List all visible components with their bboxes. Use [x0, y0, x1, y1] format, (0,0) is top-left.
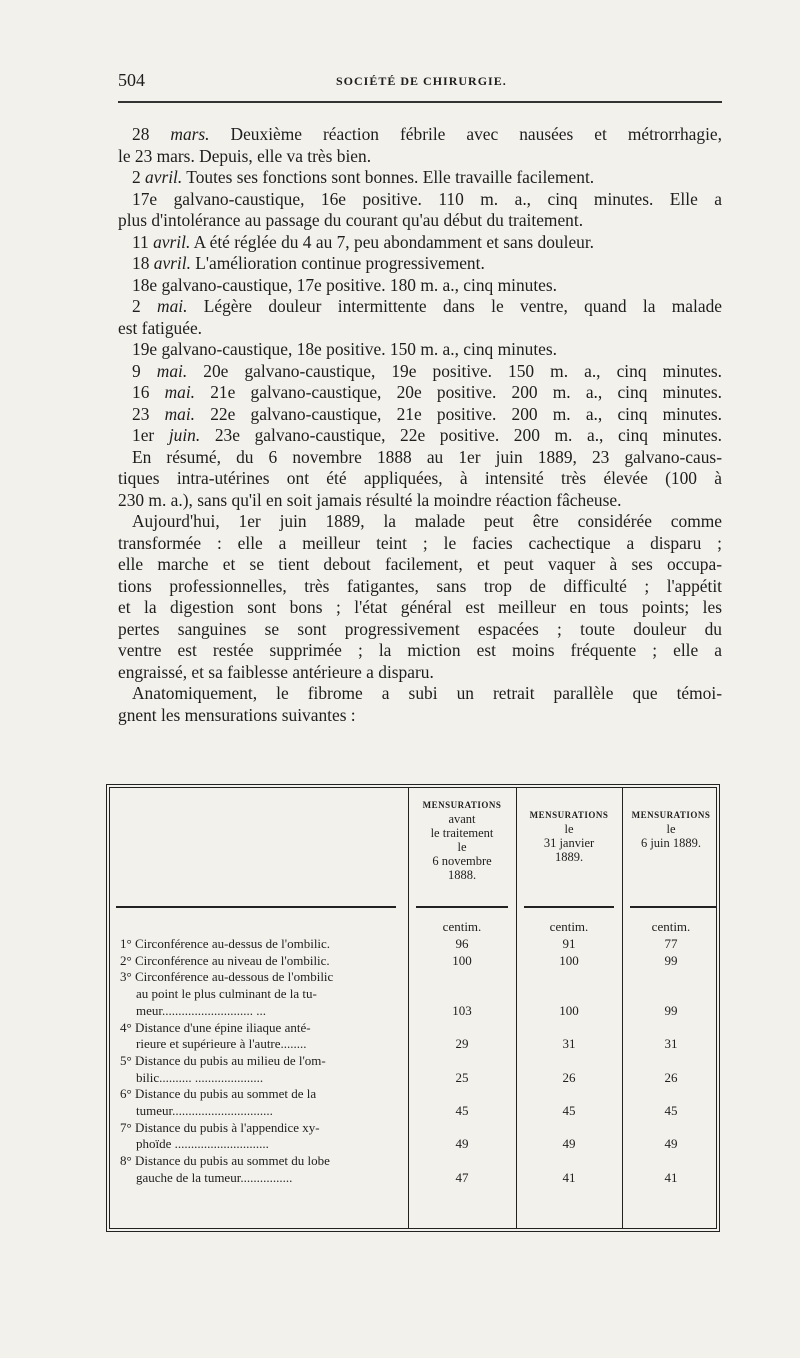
text-span: 18: [132, 253, 154, 273]
date-italic: avril.: [153, 253, 191, 273]
row-label: [110, 1020, 400, 1053]
label-line: 2° Circonférence au niveau de l'ombilic.: [120, 952, 330, 968]
value-cell: 31: [562, 1036, 576, 1052]
value-cell: 29: [455, 1036, 469, 1052]
table-row: [110, 1053, 716, 1086]
text-span: plus d'intolérance au passage du courant qu'au début du traitement.: [118, 210, 584, 230]
value-cell: 26: [562, 1069, 576, 1085]
text-span: 1er: [132, 425, 169, 445]
text-line: [118, 490, 722, 512]
date-italic: avril.: [153, 231, 191, 252]
label-line: 6° Distance du pubis au sommet de la: [120, 1086, 317, 1102]
table-row: [110, 1086, 716, 1119]
value-cell: 100: [559, 952, 579, 968]
text-line: [118, 167, 722, 189]
text-line: [118, 576, 722, 598]
value-cell: 26: [664, 1069, 678, 1085]
header-rule: [524, 906, 614, 908]
unit-cell: centim.: [651, 919, 691, 935]
date-italic: avril.: [145, 167, 183, 187]
text-line: [118, 404, 722, 426]
text-span: 9: [132, 360, 157, 381]
label-line: 5° Distance du pubis au milieu de l'om-: [120, 1052, 326, 1068]
text-span: 23: [132, 403, 165, 424]
text-span: transformée : elle a meilleur teint ; le facies cachectique a disparu ;: [118, 532, 722, 553]
text-line: [118, 468, 722, 490]
text-line: [118, 361, 722, 383]
text-span: tions professionnelles, très fatigantes, sans trop de difficulté ; l'appétit: [118, 575, 722, 596]
header-rule: [116, 906, 396, 908]
text-line: [118, 683, 722, 705]
running-head: SOCIÉTÉ DE CHIRURGIE.: [336, 74, 507, 88]
text-line: [118, 597, 722, 619]
text-line: [118, 382, 722, 404]
text-span: Aujourd'hui, 1er juin 1889, la malade peut être considérée comme: [132, 511, 722, 531]
date-italic: mai.: [164, 382, 196, 402]
date-italic: mai.: [157, 296, 188, 316]
unit-row: [110, 918, 716, 936]
column-header-jan-1889: [516, 808, 622, 864]
value-cell: 31: [664, 1036, 678, 1052]
column-header-line: le: [666, 822, 676, 836]
value-cell: 99: [664, 952, 678, 968]
text-span: 22e galvano-caustique, 21e positive. 200 m. a., cinq minutes.: [195, 403, 722, 424]
row-label: [110, 953, 400, 970]
value-cell: 45: [455, 1103, 469, 1119]
text-span: gnent les mensurations suivantes :: [118, 704, 356, 725]
text-span: 23e galvano-caustique, 22e positive. 200 m. a., cinq minutes.: [200, 425, 722, 445]
text-span: engraissé, et sa faiblesse antérieure a disparu.: [118, 661, 434, 682]
text-line: [118, 296, 722, 318]
table-row: [110, 1153, 716, 1186]
value-cell: 25: [455, 1069, 469, 1085]
label-line: 7° Distance du pubis à l'appendice xy-: [120, 1119, 320, 1135]
text-span: 230 m. a.), sans qu'il en soit jamais résulté la moindre réaction fâcheuse.: [118, 489, 622, 510]
text-span: elle marche et se tient debout facilement, et peut vaquer à ses occupa-: [118, 554, 722, 574]
column-header-line: 6 juin 1889.: [640, 836, 702, 850]
text-span: 2: [132, 296, 158, 316]
text-span: A été réglée du 4 au 7, peu abondamment et sans douleur.: [190, 231, 595, 252]
table-body: [110, 918, 716, 1187]
text-span: 28: [132, 124, 171, 144]
date-italic: mai.: [156, 360, 188, 381]
column-header-nov-1888: [408, 798, 516, 882]
text-span: et la digestion sont bons ; l'état général est meilleur en tous points; les: [118, 597, 722, 617]
header-rule: [118, 101, 722, 103]
row-label: [110, 969, 400, 1019]
text-span: est fatiguée.: [118, 317, 203, 338]
text-line: [118, 640, 722, 662]
text-line: [118, 554, 722, 576]
row-label: [110, 1120, 400, 1153]
date-italic: juin.: [168, 425, 201, 445]
value-cell: 103: [452, 1002, 472, 1018]
text-line: [118, 124, 722, 146]
value-cell: 47: [455, 1169, 469, 1185]
text-span: En résumé, du 6 novembre 1888 au 1er juin 1889, 23 galvano-caus-: [132, 446, 722, 467]
text-span: 2: [132, 167, 146, 187]
text-span: ventre est restée supprimée ; la miction est moins fréquente ; elle a: [118, 640, 722, 660]
column-header-line: le traitement: [430, 826, 494, 840]
row-label: [110, 936, 400, 953]
value-cell: 45: [664, 1103, 678, 1119]
text-line: [118, 339, 722, 361]
text-line: [118, 318, 722, 340]
text-span: Anatomiquement, le fibrome a subi un retrait parallèle que témoi-: [132, 683, 722, 703]
page-header: [118, 70, 722, 96]
text-span: Légère douleur intermittente dans le ventre, quand la malade: [187, 296, 722, 316]
label-line: 8° Distance du pubis au sommet du lobe: [120, 1153, 330, 1169]
text-span: 11: [132, 231, 154, 252]
date-italic: mars.: [170, 124, 210, 144]
table-row: [110, 1020, 716, 1053]
unit-cell: centim.: [549, 919, 589, 935]
date-italic: mai.: [164, 403, 196, 424]
row-label: [110, 1153, 400, 1186]
text-line: [118, 533, 722, 555]
label-line: au point le plus culminant de la tu-: [136, 986, 317, 1002]
table-row: [110, 936, 716, 953]
text-span: le 23 mars. Depuis, elle va très bien.: [118, 145, 372, 166]
label-line: 1° Circonférence au-dessus de l'ombilic.: [120, 936, 331, 951]
row-label: [110, 1053, 400, 1086]
value-cell: 49: [664, 1136, 678, 1152]
label-line: phoïde .............................: [136, 1136, 269, 1152]
text-line: [118, 447, 722, 469]
header-rule: [630, 906, 716, 908]
text-span: Toutes ses fonctions sont bonnes. Elle travaille facilement.: [182, 167, 595, 187]
text-line: [118, 210, 722, 232]
column-header-line: 1889.: [554, 850, 584, 864]
label-line: 3° Circonférence au-dessous de l'ombilic: [120, 969, 334, 985]
column-header-line: 1888.: [447, 868, 477, 882]
text-span: tiques intra-utérines ont été appliquées, à intensité très élevée (100 à: [118, 468, 722, 488]
label-line: meur............................ ...: [136, 1002, 266, 1018]
row-label: [110, 1086, 400, 1119]
column-header-line: 31 janvier: [543, 836, 595, 850]
label-line: tumeur...............................: [136, 1103, 273, 1119]
column-caption: MENSURATIONS: [631, 810, 711, 820]
text-line: [118, 619, 722, 641]
table-row: [110, 953, 716, 970]
header-rule: [416, 906, 508, 908]
text-line: [118, 705, 722, 727]
text-span: 20e galvano-caustique, 19e positive. 150 m. a., cinq minutes.: [187, 360, 723, 381]
column-header-line: avant: [448, 812, 476, 826]
value-cell: 49: [562, 1136, 576, 1152]
measurements-table: [106, 784, 720, 1232]
label-line: rieure et supérieure à l'autre........: [136, 1036, 307, 1052]
value-cell: 96: [455, 936, 469, 951]
value-cell: 91: [562, 936, 576, 951]
column-header-line: 6 novembre: [432, 854, 492, 868]
text-line: [118, 189, 722, 211]
text-line: [118, 253, 722, 275]
text-line: [118, 662, 722, 684]
value-cell: 100: [452, 952, 472, 968]
unit-cell: centim.: [442, 919, 482, 935]
column-header-line: le: [457, 840, 467, 854]
column-caption: MENSURATIONS: [529, 810, 609, 820]
page-number: 504: [118, 70, 145, 90]
text-span: Deuxième réaction fébrile avec nausées et métrorrhagie,: [209, 124, 722, 144]
value-cell: 45: [562, 1103, 576, 1119]
body-text: [118, 124, 722, 726]
text-span: 16: [132, 382, 165, 402]
text-line: [118, 146, 722, 168]
text-span: pertes sanguines se sont progressivement espacées ; toute douleur du: [118, 618, 722, 639]
text-span: 21e galvano-caustique, 20e positive. 200 m. a., cinq minutes.: [195, 382, 722, 402]
text-line: [118, 511, 722, 533]
value-cell: 41: [562, 1169, 576, 1185]
text-span: 17e galvano-caustique, 16e positive. 110 m. a., cinq minutes. Elle a: [132, 188, 722, 209]
label-line: bilic.......... .....................: [136, 1069, 264, 1085]
label-line: gauche de la tumeur................: [136, 1169, 293, 1185]
text-span: 19e galvano-caustique, 18e positive. 150 m. a., cinq minutes.: [132, 339, 558, 359]
text-line: [118, 275, 722, 297]
value-cell: 77: [664, 936, 678, 951]
text-span: L'amélioration continue progressivement.: [190, 253, 485, 273]
value-cell: 49: [455, 1136, 469, 1152]
label-line: 4° Distance d'une épine iliaque anté-: [120, 1019, 311, 1035]
text-line: [118, 232, 722, 254]
table-row: [110, 969, 716, 1019]
value-cell: 99: [664, 1002, 678, 1018]
value-cell: 100: [559, 1002, 579, 1018]
column-header-jun-1889: [622, 808, 720, 850]
value-cell: 41: [664, 1169, 678, 1185]
text-span: 18e galvano-caustique, 17e positive. 180 m. a., cinq minutes.: [132, 274, 558, 295]
text-line: [118, 425, 722, 447]
column-header-line: le: [564, 822, 574, 836]
table-row: [110, 1120, 716, 1153]
column-caption: MENSURATIONS: [422, 800, 502, 810]
